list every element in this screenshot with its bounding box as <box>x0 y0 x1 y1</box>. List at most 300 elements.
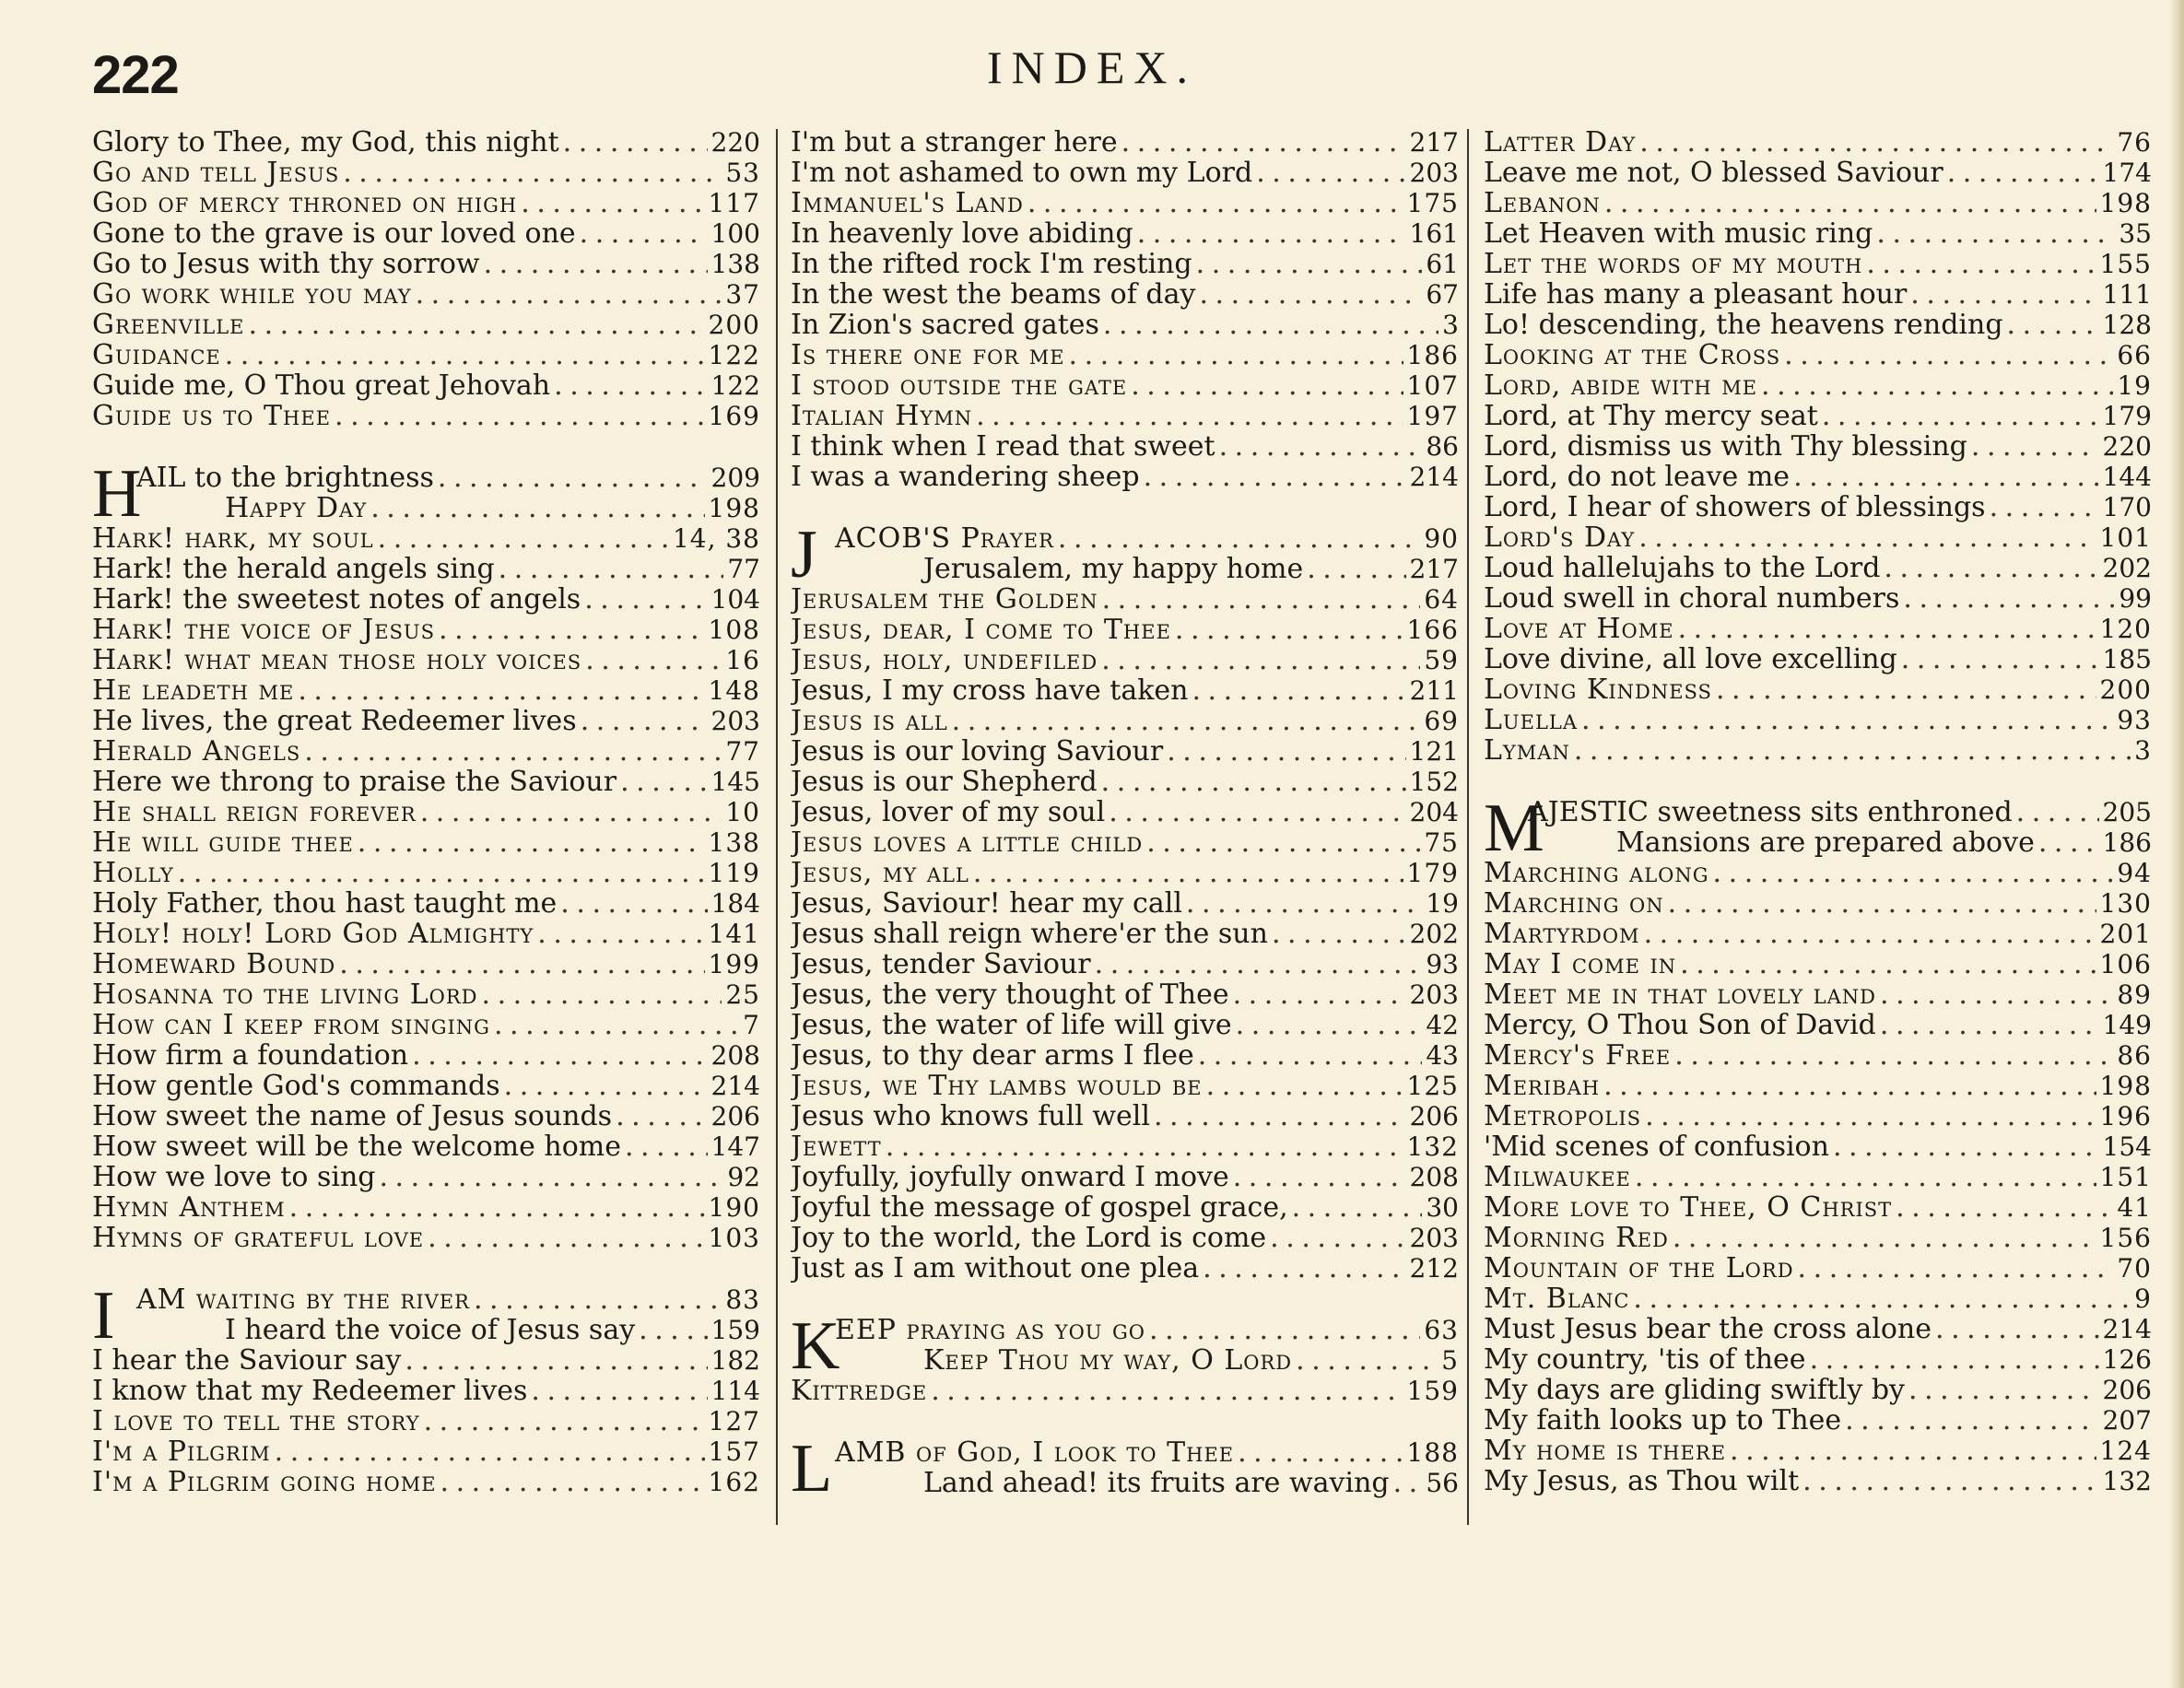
hymn-title: Marching on <box>1484 887 1664 920</box>
index-entry <box>1484 279 2152 310</box>
dot-leader <box>1095 949 1423 979</box>
index-entry <box>791 249 1459 279</box>
hymn-title: How firm a foundation <box>92 1039 409 1072</box>
dot-leader <box>1730 1436 2096 1466</box>
dot-leader <box>1236 1010 1423 1040</box>
dot-leader <box>537 919 704 949</box>
hymn-number: 179 <box>2102 401 2152 431</box>
hymn-number: 155 <box>2099 249 2152 279</box>
hymn-title: Italian Hymn <box>791 400 973 432</box>
dot-leader <box>1131 370 1403 401</box>
index-entry <box>1484 1405 2152 1436</box>
index-entry <box>92 827 760 858</box>
index-entry <box>791 401 1459 431</box>
hymn-title: Holy! holy! Lord God Almighty <box>92 918 534 950</box>
hymn-number: 198 <box>708 493 760 523</box>
dot-leader <box>289 1192 705 1223</box>
hymn-title: Jesus, holy, undefiled <box>791 644 1098 676</box>
hymn-number: 16 <box>725 645 760 675</box>
dot-leader <box>1845 1405 2098 1436</box>
hymn-number: 217 <box>1409 127 1459 158</box>
hymn-number: 120 <box>2099 614 2152 644</box>
dot-leader <box>1880 979 2113 1010</box>
hymn-number: 3 <box>1442 310 1459 340</box>
index-entry <box>92 584 760 615</box>
hymn-title: Go to Jesus with thy sorrow <box>92 248 480 280</box>
hymn-title: Marching along <box>1484 857 1709 889</box>
hymn-title: Hark! the herald angels sing <box>92 553 495 585</box>
hymn-number: 147 <box>710 1131 760 1162</box>
hymn-number: 107 <box>1406 370 1459 401</box>
dot-leader <box>1144 462 1406 492</box>
hymn-number: 90 <box>1424 523 1459 554</box>
hymn-number: 214 <box>2102 1314 2152 1344</box>
index-entry <box>791 706 1459 736</box>
hymn-title: How we love to sing <box>92 1161 376 1193</box>
dot-leader <box>1639 127 2113 158</box>
dot-leader <box>499 554 724 584</box>
index-entry <box>92 1131 760 1162</box>
dot-leader <box>1638 522 2096 553</box>
hymn-number: 203 <box>1409 979 1459 1010</box>
dot-leader <box>438 463 708 493</box>
hymn-number: 204 <box>1409 797 1459 827</box>
dot-leader <box>1103 310 1438 340</box>
hymn-number: 56 <box>1426 1468 1459 1498</box>
hymn-number: 10 <box>725 797 760 827</box>
dot-leader <box>584 584 707 615</box>
index-entry <box>92 1436 760 1467</box>
dot-leader <box>379 1162 723 1192</box>
dot-leader <box>482 979 722 1010</box>
index-entry <box>92 888 760 919</box>
dot-leader <box>440 1467 705 1497</box>
index-entry <box>92 1101 760 1131</box>
index-entry <box>1484 1192 2152 1223</box>
index-section <box>1484 797 2152 1496</box>
index-entry <box>791 158 1459 188</box>
index-entry <box>835 523 1459 554</box>
hymn-title: I hear the Saviour say <box>92 1344 402 1377</box>
hymn-number: 159 <box>710 1315 760 1345</box>
index-entry <box>1484 310 2152 340</box>
hymn-number: 19 <box>1426 888 1459 919</box>
hymn-number: 69 <box>1424 706 1459 736</box>
hymn-title: Lyman <box>1484 734 1570 766</box>
index-entry <box>835 1437 1459 1468</box>
section-gap <box>92 431 760 463</box>
dot-leader <box>1876 218 2115 249</box>
hymn-number: 76 <box>2117 127 2152 158</box>
dot-leader <box>1990 492 2099 522</box>
hymn-title: Jesus loves a little child <box>791 826 1144 859</box>
hymn-number: 93 <box>1426 949 1459 979</box>
dot-leader <box>1154 1101 1406 1131</box>
dot-leader <box>1307 554 1405 584</box>
dot-leader <box>298 675 704 706</box>
hymn-title: I stood outside the gate <box>791 369 1128 402</box>
hymn-number: 149 <box>2102 1010 2152 1040</box>
index-entry <box>1484 674 2152 705</box>
index-entry <box>791 736 1459 767</box>
hymn-title: Martyrdom <box>1484 918 1640 950</box>
hymn-title: Jesus, tender Saviour <box>791 948 1091 980</box>
hymn-number: 186 <box>1406 340 1459 370</box>
hymn-number: 41 <box>2117 1192 2152 1223</box>
dot-leader <box>1908 1375 2099 1405</box>
hymn-title: Mercy, O Thou Son of David <box>1484 1009 1876 1041</box>
index-entry <box>1484 1010 2152 1040</box>
index-section <box>791 523 1459 1284</box>
dot-leader <box>1233 1162 1406 1192</box>
hymn-title: Jesus is our Shepherd <box>791 766 1098 798</box>
hymn-title: Joyfully, joyfully onward I move <box>791 1161 1229 1193</box>
dot-leader <box>1680 949 2096 979</box>
hymn-title: Joy to the world, the Lord is come <box>791 1222 1267 1254</box>
index-entry <box>791 615 1459 645</box>
dot-leader <box>249 310 705 340</box>
hymn-number: 203 <box>710 706 760 736</box>
index-entry <box>791 888 1459 919</box>
dot-leader <box>1256 158 1405 188</box>
hymn-number: 25 <box>725 979 760 1010</box>
index-entry <box>1484 127 2152 158</box>
hymn-number: 122 <box>710 370 760 401</box>
hymn-title: In Zion's sacred gates <box>791 309 1099 341</box>
dot-leader <box>2016 797 2099 827</box>
hymn-title: Mansions are prepared above <box>1616 826 2035 859</box>
hymn-number: 144 <box>2102 462 2152 492</box>
hymn-title: Mercy's Free <box>1484 1039 1672 1072</box>
dot-leader <box>560 888 707 919</box>
dot-leader <box>335 401 705 431</box>
dot-leader <box>1633 1284 2131 1314</box>
hymn-title: Go work while you may <box>92 278 412 311</box>
hymn-number: 208 <box>710 1040 760 1071</box>
index-entry <box>1484 1131 2152 1162</box>
index-entry <box>1484 1375 2152 1405</box>
hymn-title: Jerusalem the Golden <box>791 583 1098 615</box>
dot-leader <box>439 615 705 645</box>
hymn-number: 14, 38 <box>672 523 760 554</box>
dot-leader <box>304 736 722 767</box>
hymn-number: 151 <box>2099 1162 2152 1192</box>
hymn-title: Guide me, O Thou great Jehovah <box>92 369 551 402</box>
index-entry <box>791 1376 1459 1406</box>
index-entry <box>1484 949 2152 979</box>
hymn-title: Let the words of my mouth <box>1484 248 1863 280</box>
dot-leader <box>1101 645 1420 675</box>
index-entry <box>1484 979 2152 1010</box>
hymn-number: 103 <box>708 1223 760 1253</box>
index-entry <box>791 1162 1459 1192</box>
dot-leader <box>1270 1223 1405 1253</box>
index-entry <box>1484 340 2152 370</box>
section-gap <box>791 492 1459 523</box>
dot-leader <box>1233 979 1406 1010</box>
dot-leader <box>1272 919 1406 949</box>
hymn-number: 214 <box>710 1071 760 1101</box>
hymn-number: 59 <box>1424 645 1459 675</box>
dot-leader <box>1810 1344 2099 1375</box>
dot-leader <box>1069 340 1403 370</box>
index-entry <box>1528 797 2152 827</box>
hymn-title: Hark! what mean those holy voices <box>92 644 582 676</box>
index-entry <box>1484 431 2152 462</box>
index-entry <box>1484 158 2152 188</box>
hymn-title: Jesus is all <box>791 705 948 737</box>
hymn-number: 197 <box>1406 401 1459 431</box>
index-column-3 <box>1484 127 2152 1496</box>
index-section <box>92 463 760 1253</box>
dot-leader <box>976 401 1403 431</box>
dot-leader <box>1186 888 1422 919</box>
index-entry <box>791 1192 1459 1223</box>
index-entry <box>92 615 760 645</box>
index-entry <box>92 706 760 736</box>
dot-leader <box>474 1284 722 1315</box>
dot-leader <box>1802 1466 2098 1496</box>
dot-leader <box>1238 1437 1403 1468</box>
index-entry <box>791 1010 1459 1040</box>
index-entry <box>136 493 760 523</box>
hymn-title: How gentle God's commands <box>92 1070 500 1102</box>
index-entry <box>92 1071 760 1101</box>
dot-leader <box>2007 310 2099 340</box>
dot-leader <box>1784 340 2113 370</box>
hymn-number: 174 <box>2102 158 2152 188</box>
hymn-number: 205 <box>2102 797 2152 827</box>
hymn-title: I think when I read that sweet <box>791 430 1215 463</box>
hymn-number: 211 <box>1409 675 1459 706</box>
hymn-title: Looking at the Cross <box>1484 339 1781 371</box>
index-entry <box>791 127 1459 158</box>
hymn-title: I love to tell the story <box>92 1405 420 1437</box>
hymn-title: Jesus is our loving Saviour <box>791 735 1164 768</box>
column-divider <box>776 129 778 1525</box>
dot-leader <box>1880 1010 2099 1040</box>
index-entry <box>791 949 1459 979</box>
index-entry <box>92 127 760 158</box>
dot-leader <box>521 188 704 218</box>
index-entry <box>1484 1040 2152 1071</box>
hymn-number: 220 <box>2102 431 2152 462</box>
index-entry <box>92 370 760 401</box>
index-entry <box>835 554 1459 584</box>
dot-leader <box>1219 431 1423 462</box>
hymn-title: My country, 'tis of thee <box>1484 1343 1806 1376</box>
column-divider <box>1467 129 1469 1525</box>
dot-leader <box>1121 127 1406 158</box>
hymn-number: 111 <box>2102 279 2152 310</box>
dot-leader <box>1058 523 1420 554</box>
dot-leader <box>412 1040 707 1071</box>
hymn-number: 126 <box>2102 1344 2152 1375</box>
dot-leader <box>1901 644 2099 674</box>
index-section <box>92 1284 760 1497</box>
hymn-title: 'Mid scenes of confusion <box>1484 1131 1829 1163</box>
dot-leader <box>952 706 1421 736</box>
hymn-title: Guide us to Thee <box>92 400 332 431</box>
hymn-number: 220 <box>710 127 760 158</box>
hymn-title: AIL to the brightness <box>136 463 434 494</box>
index-entry <box>92 1467 760 1497</box>
hymn-number: 127 <box>708 1406 760 1436</box>
index-entry <box>92 797 760 827</box>
hymn-title: AMB of God, I look to Thee <box>835 1437 1235 1469</box>
dot-leader <box>343 158 722 188</box>
index-entry <box>791 1040 1459 1071</box>
hymn-title: Gone to the grave is our loved one <box>92 217 576 250</box>
hymn-title: My days are gliding swiftly by <box>1484 1374 1906 1406</box>
hymn-title: Happy Day <box>225 492 368 524</box>
index-entry <box>92 158 760 188</box>
hymn-number: 101 <box>2099 522 2152 553</box>
index-entry <box>92 736 760 767</box>
hymn-title: I was a wandering sheep <box>791 461 1140 492</box>
dot-leader <box>886 1131 1403 1162</box>
index-entry <box>92 249 760 279</box>
hymn-title: Greenville <box>92 309 245 341</box>
hymn-title: Jesus, to thy dear arms I flee <box>791 1039 1194 1072</box>
index-entry <box>791 797 1459 827</box>
index-entry <box>1484 188 2152 218</box>
index-entry <box>791 858 1459 888</box>
hymn-number: 185 <box>2102 644 2152 674</box>
dot-leader <box>275 1436 705 1467</box>
dot-leader <box>424 1406 705 1436</box>
hymn-title: Go and tell Jesus <box>92 157 340 189</box>
hymn-number: 170 <box>2102 492 2152 522</box>
hymn-number: 161 <box>1409 218 1459 249</box>
hymn-title: I'm but a stranger here <box>791 127 1118 158</box>
index-entry <box>791 431 1459 462</box>
hymn-title: Jesus, lover of my soul <box>791 796 1106 828</box>
drop-cap-letter: I <box>92 1284 115 1354</box>
index-entry <box>1484 553 2152 583</box>
hymn-number: 201 <box>2099 919 2152 949</box>
index-entry <box>92 858 760 888</box>
index-entry <box>1484 522 2152 553</box>
hymn-title: Lord, do not leave me <box>1484 461 1791 493</box>
index-entry <box>1484 919 2152 949</box>
hymn-number: 7 <box>743 1010 760 1040</box>
index-entry <box>92 1345 760 1376</box>
index-column-1 <box>92 127 760 1497</box>
hymn-title: Jesus, we Thy lambs would be <box>791 1070 1203 1102</box>
hymn-number: 128 <box>2102 310 2152 340</box>
hymn-title: EEP praying as you go <box>835 1315 1146 1346</box>
dot-leader <box>1935 1314 2099 1344</box>
index-entry <box>791 919 1459 949</box>
index-entry <box>1484 492 2152 522</box>
hymn-number: 124 <box>2099 1436 2152 1466</box>
index-entry <box>835 1315 1459 1345</box>
hymn-number: 156 <box>2099 1223 2152 1253</box>
hymn-title: Land ahead! its fruits are waving <box>923 1467 1390 1498</box>
drop-cap-letter: M <box>1484 797 1544 866</box>
dot-leader <box>973 858 1403 888</box>
hymn-title: My faith looks up to Thee <box>1484 1404 1842 1436</box>
hymn-number: 43 <box>1426 1040 1459 1071</box>
hymn-number: 175 <box>1406 188 1459 218</box>
drop-cap-letter: K <box>791 1315 840 1384</box>
dot-leader <box>625 1131 708 1162</box>
hymn-number: 77 <box>727 554 760 584</box>
hymn-title: Mt. Blanc <box>1484 1283 1630 1315</box>
index-entry <box>791 340 1459 370</box>
hymn-number: 206 <box>2102 1375 2152 1405</box>
index-entry <box>791 1131 1459 1162</box>
hymn-title: Herald Angels <box>92 735 301 768</box>
dot-leader <box>1292 1192 1423 1223</box>
hymn-title: Loud swell in choral numbers <box>1484 582 1900 615</box>
dot-leader <box>1101 767 1406 797</box>
hymn-number: 152 <box>1409 767 1459 797</box>
index-entry <box>1484 401 2152 431</box>
hymn-title: Love at Home <box>1484 613 1674 645</box>
drop-cap-letter: H <box>92 463 142 532</box>
hymn-title: Luella <box>1484 704 1579 736</box>
section-gap <box>791 1284 1459 1315</box>
hymn-number: 141 <box>708 919 760 949</box>
hymn-number: 92 <box>727 1162 760 1192</box>
hymn-title: Hosanna to the living Lord <box>92 979 478 1011</box>
hymn-title: Milwaukee <box>1484 1161 1631 1193</box>
hymn-number: 75 <box>1424 827 1459 858</box>
hymn-number: 179 <box>1406 858 1459 888</box>
dot-leader <box>416 279 722 310</box>
index-entry <box>92 979 760 1010</box>
hymn-number: 35 <box>2119 218 2152 249</box>
hymn-title: Hark! the sweetest notes of angels <box>92 583 581 615</box>
hymn-title: Jesus shall reign where'er the sun <box>791 918 1268 950</box>
hymn-title: Meribah <box>1484 1070 1601 1102</box>
index-entry <box>791 675 1459 706</box>
index-entry <box>92 401 760 431</box>
hymn-number: 53 <box>725 158 760 188</box>
hymn-number: 138 <box>708 827 760 858</box>
hymn-title: Loving Kindness <box>1484 674 1712 706</box>
dot-leader <box>554 370 707 401</box>
index-entry <box>1484 1466 2152 1496</box>
hymn-number: 3 <box>2134 735 2152 766</box>
index-column-2 <box>791 127 1459 1498</box>
index-entry <box>1484 1071 2152 1101</box>
index-entry <box>1484 858 2152 888</box>
dot-leader <box>504 1071 708 1101</box>
hymn-number: 145 <box>710 767 760 797</box>
index-entry <box>1484 1223 2152 1253</box>
index-entry <box>791 1223 1459 1253</box>
hymn-title: Homeward Bound <box>92 948 336 980</box>
hymn-number: 138 <box>710 249 760 279</box>
hymn-number: 30 <box>1426 1192 1459 1223</box>
hymn-number: 209 <box>710 463 760 493</box>
hymn-number: 19 <box>2117 370 2152 401</box>
hymn-number: 190 <box>708 1192 760 1223</box>
hymn-title: Metropolis <box>1484 1100 1642 1132</box>
hymn-title: Mountain of the Lord <box>1484 1252 1794 1284</box>
index-entry <box>1484 614 2152 644</box>
index-entry <box>1484 888 2152 919</box>
hymn-title: Lebanon <box>1484 187 1601 219</box>
index-entry <box>1484 1314 2152 1344</box>
dot-leader <box>494 1010 739 1040</box>
hymn-title: AM waiting by the river <box>136 1284 470 1316</box>
dot-leader <box>1102 584 1421 615</box>
hymn-title: Holly <box>92 857 174 889</box>
